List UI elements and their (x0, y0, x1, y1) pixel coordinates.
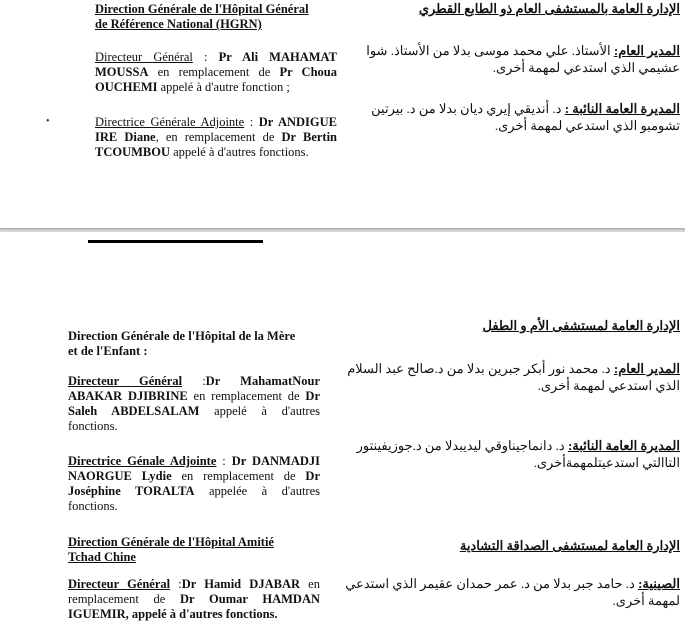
deputy-name: Dr DANMADJI NAORGUE Lydie (68, 454, 321, 483)
previous-director-name: Pr Choua OUCHEMI (95, 65, 337, 94)
hme-heading-ar: الإدارة العامة لمستشفى الأم و الطفل (482, 318, 680, 333)
scan-speck: • (46, 116, 50, 127)
document-page-bottom (0, 232, 685, 634)
hme-director-fr (68, 374, 320, 434)
hgrn-heading-fr (95, 2, 340, 32)
previous-deputy-name: Dr Joséphine TORALTA (68, 469, 320, 498)
colon: : (170, 577, 182, 591)
deputy-label-ar: المديرة العامة النائبة: (567, 438, 680, 453)
hgrn-deputy-ar (352, 100, 680, 134)
hatc-heading-ar: الإدارة العامة لمستشفى الصداقة التشادية (459, 538, 680, 553)
reassignment-text: appelé à d'autres fonctions. (68, 404, 320, 433)
hgrn-heading-ar: الإدارة العامة بالمستشفى العام ذو الطابع القطري (418, 1, 680, 16)
replacement-text: en remplacement de (187, 389, 306, 403)
deputy-text-ar: د. دانماجيناوقي ليديبدلا من د.جوزيفينتور التاالتي استدعيتلمهمةأخرى. (356, 438, 680, 470)
reassignment-text: appelée à d'autres fonctions. (68, 484, 320, 513)
deputy-label-ar: المديرة العامة النائبة : (564, 101, 680, 116)
hme-heading-fr-line2: et de l'Enfant : (68, 344, 148, 358)
hme-director-ar (340, 360, 680, 394)
director-name: Dr Hamid DJABAR (181, 577, 300, 591)
hme-deputy-ar (340, 437, 680, 471)
replacement-text: en remplacement de (68, 577, 320, 606)
reassignment-text: appelé à d'autre fonction ; (157, 80, 290, 94)
deputy-label: Directrice Générale Adjointe (95, 115, 245, 129)
replacement-text: en remplacement de (148, 65, 280, 79)
deputy-text-ar: د. أنديقي إيري ديان بدلا من د. بيرتين تشومبو الذي استدعي لمهمة أخرى. (371, 101, 680, 133)
hgrn-director-fr (95, 50, 337, 95)
director-text-ar: الأستاذ. علي محمد موسى بدلا من الأستاذ. شوا عشيمي الذي استدعي لمهمة أخرى. (366, 43, 680, 75)
hatc-director-fr (68, 577, 320, 622)
colon: : (216, 454, 232, 468)
director-text-ar: د. محمد نور أبكر جبرين بدلا من د.صالح عبد السلام الذي استدعي لمهمة أخرى. (347, 361, 680, 393)
director-name: Pr Ali MAHAMAT MOUSSA (95, 50, 337, 79)
deputy-name: Dr ANDIGUE IRE Diane (95, 115, 337, 144)
hgrn-heading-fr-line2: de Référence National (HGRN) (95, 17, 262, 31)
hme-deputy-fr (68, 454, 320, 514)
replacement-text: en remplacement de (171, 469, 306, 483)
hatc-heading-fr-line1: Direction Générale de l'Hôpital Amitié (68, 535, 274, 549)
director-label: Directeur Général (95, 50, 193, 64)
hatc-director-ar (340, 575, 680, 609)
colon: : (182, 374, 206, 388)
document-page-top (0, 0, 685, 228)
hgrn-heading-fr-line1: Direction Générale de l'Hôpital Général (95, 2, 309, 16)
deputy-label: Directrice Génale Adjointe (68, 454, 217, 468)
hgrn-deputy-fr (95, 115, 337, 160)
director-label-ar: المدير العام: (613, 43, 680, 58)
previous-director-name: Dr Oumar HAMDAN IGUEMIR (68, 592, 321, 621)
page-rule (88, 240, 263, 243)
reassignment-text: , appelé à d'autres fonctions. (125, 607, 278, 621)
hme-heading-fr (68, 329, 333, 359)
hatc-heading-fr (68, 535, 320, 565)
colon: : (192, 50, 219, 64)
reassignment-text: appelé à d'autres fonctions. (170, 145, 309, 159)
director-name: Dr MahamatNour ABAKAR DJIBRINE (68, 374, 320, 403)
previous-director-name: Dr Saleh ABDELSALAM (68, 389, 320, 418)
hatc-heading-fr-line2: Tchad Chine (68, 550, 136, 564)
replacement-text: , en remplacement de (155, 130, 282, 144)
hme-heading-fr-line1: Direction Générale de l'Hôpital de la Mère (68, 329, 296, 343)
director-text-ar: د. حامد جبر بدلا من د. عمر حمدان عقيمر الذي استدعي لمهمة أخرى. (345, 576, 680, 608)
director-label: Directeur Général (68, 577, 171, 591)
hgrn-director-ar (352, 42, 680, 76)
director-label-ar: المدير العام: (613, 361, 680, 376)
director-label: Directeur Général (68, 374, 183, 388)
colon: : (244, 115, 259, 129)
director-label-ar: الصينية: (638, 576, 680, 591)
previous-deputy-name: Dr Bertin TCOUMBOU (95, 130, 338, 159)
